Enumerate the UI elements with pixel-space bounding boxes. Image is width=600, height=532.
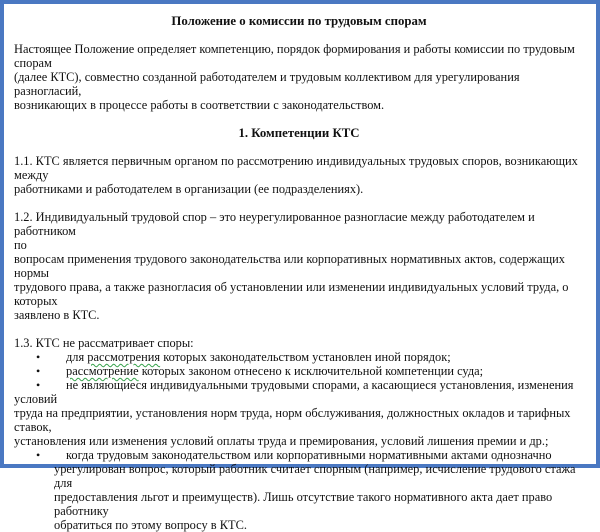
paragraph-line: по xyxy=(14,238,27,252)
intro-line: Настоящее Положение определяет компетенцию, порядок формирования и работы комиссии по трудовым xyxy=(14,42,575,56)
list-item-text: предоставления льгот и преимуществ). Лишь отсутствие такого нормативного акта дает право работнику xyxy=(54,490,553,518)
paragraph-line: которых xyxy=(14,294,58,308)
list-item-text: условий xyxy=(14,392,58,406)
list-item-text: обратиться по этому вопросу в КТС. xyxy=(54,518,247,532)
list-item-text: когда трудовым законодательством или корпоративными нормативными актами однозначно xyxy=(66,448,552,462)
bullet-icon: • xyxy=(36,350,41,364)
paragraph-line: между xyxy=(14,168,49,182)
list-item xyxy=(14,350,584,364)
intro-line: спорам xyxy=(14,56,52,70)
paragraph-line: 1.1. КТС является первичным органом по рассмотрению индивидуальных трудовых споров, возникающих xyxy=(14,154,578,168)
spellcheck-word: рассмотрения xyxy=(87,350,161,364)
exclusions-list xyxy=(14,350,584,532)
section-title: 1. Компетенции КТС xyxy=(238,126,360,140)
spacer xyxy=(14,322,584,336)
document-page xyxy=(14,12,584,532)
paragraph-line: трудового права, а также разногласия об установлении или изменении индивидуальных условий труда, о xyxy=(14,280,569,294)
paragraph-1-2 xyxy=(14,210,584,322)
spacer xyxy=(14,196,584,210)
document-title: Положение о комиссии по трудовым спорам xyxy=(171,14,427,28)
paragraph-1-1 xyxy=(14,154,584,196)
bullet-icon: • xyxy=(36,364,41,378)
list-item xyxy=(14,378,584,448)
paragraph-heading: 1.3. КТС не рассматривает споры: xyxy=(14,336,194,350)
paragraph-line: вопросам применения трудового законодательства или корпоративных нормативных актов, содержащих нормы xyxy=(14,252,565,280)
intro-line: возникающих в процессе работы в соответствии с законодательством. xyxy=(14,98,385,112)
list-item-text: труда на предприятии, установления норм труда, норм обслуживания, должностных окладов и тарифных xyxy=(14,406,571,420)
spacer xyxy=(14,112,584,126)
list-item-text: для рассмотрения которых законодательством установлен иной порядок; xyxy=(66,350,451,364)
list-item xyxy=(14,448,584,532)
list-item-text: не являющиеся индивидуальными трудовыми спорами, а касающиеся установления, изменения xyxy=(66,378,574,392)
list-item-text: урегулирован вопрос, который работник считает спорным (например, исчисление трудового стажа для xyxy=(54,462,576,490)
intro-line: (далее КТС), совместно созданной работодателем и трудовым коллективом для урегулирования разногласий, xyxy=(14,70,520,98)
list-item-text: ставок, xyxy=(14,420,52,434)
list-item xyxy=(14,364,584,378)
list-item-text: установления или изменения условий оплаты труда и премирования, условий лишения премии и др.; xyxy=(14,434,549,448)
paragraph-line: 1.2. Индивидуальный трудовой спор – это неурегулированное разногласие между работодателем и работником xyxy=(14,210,535,238)
bullet-icon: • xyxy=(36,378,41,392)
paragraph-line: работниками и работодателем в организации (ее подразделениях). xyxy=(14,182,364,196)
paragraph-line: заявлено в КТС. xyxy=(14,308,100,322)
list-item-text: рассмотрение которых законом отнесено к исключительной компетенции суда; xyxy=(66,364,484,378)
intro-paragraph xyxy=(14,42,584,112)
bullet-icon: • xyxy=(36,448,41,462)
spacer xyxy=(14,140,584,154)
paragraph-1-3 xyxy=(14,336,584,532)
spellcheck-word: рассмотрение xyxy=(66,364,139,378)
